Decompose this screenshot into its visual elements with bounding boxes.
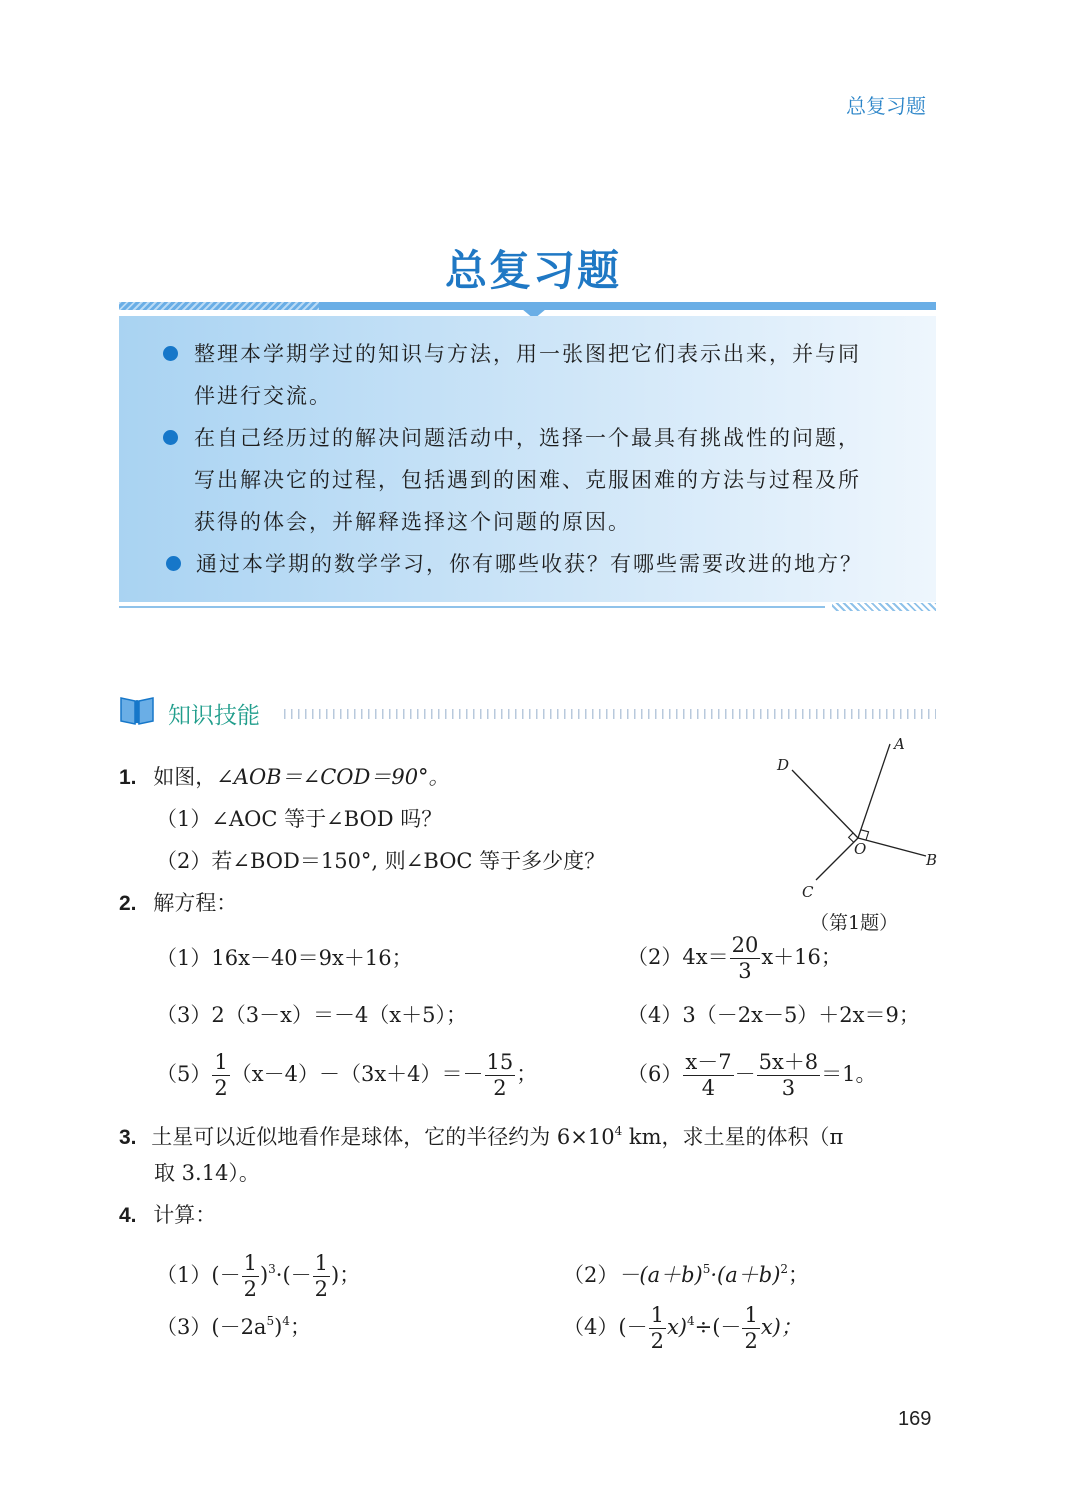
question-1-part-1: （1）∠AOC 等于∠BOD 吗？ [156, 807, 443, 831]
fraction: $\frac{1}{2}$ [214, 1050, 228, 1100]
fraction: $\frac{1}{2}$ [650, 1303, 664, 1353]
question-1: 1. 如图，∠AOB＝∠COD＝90°。 [119, 765, 450, 789]
fraction: $\frac{1}{2}$ [314, 1251, 329, 1301]
intro-hatch-decoration [119, 302, 319, 310]
question-2-part-2: （2）4x＝ $\frac{20}{3}$ x＋16； [627, 933, 842, 983]
question-2-part-1: （1）16x－40＝9x＋16； [156, 946, 413, 970]
angle-figure [770, 730, 950, 905]
intro-item-1-line1: 整理本学期学过的知识与方法，用一张图把它们表示出来，并与同 [194, 342, 861, 366]
label-a: A [894, 735, 905, 753]
question-2-part-3: （3）2（3－x）＝－4（x＋5）； [156, 1003, 468, 1027]
fraction: $\frac{20}{3}$ [731, 933, 759, 983]
section-title: 知识技能 [168, 703, 260, 729]
intro-item-3-line1: 通过本学期的数学学习，你有哪些收获？有哪些需要改进的地方？ [196, 552, 863, 576]
question-number: 4. [119, 1204, 137, 1227]
label-b: B [926, 851, 938, 869]
figure-caption: （第1题） [810, 912, 899, 934]
intro-bottom-line [119, 606, 825, 608]
label-d: D [777, 756, 790, 774]
intro-item-2-line3: 获得的体会，并解释选择这个问题的原因。 [194, 510, 631, 534]
intro-item-1-line2: 伴进行交流。 [194, 384, 332, 408]
intro-item-2-line2: 写出解决它的过程，包括遇到的困难、克服困难的方法与过程及所 [194, 468, 861, 492]
question-4-part-2: $(2)-(a+b)^5\cdot(a+b)^2$； [563, 1262, 810, 1287]
page-number: 169 [898, 1408, 932, 1430]
label-c: C [802, 883, 814, 901]
fraction: $\frac{1}{2}$ [744, 1303, 758, 1353]
question-3-line-2: 取 3.14）。 [154, 1161, 260, 1185]
label-o: O [854, 840, 867, 858]
header-title: 总复习题 [846, 94, 926, 118]
question-number: 2. [119, 892, 137, 915]
bullet-icon [163, 346, 178, 361]
intro-hatch-decoration-right [832, 603, 936, 611]
bullet-icon [166, 556, 181, 571]
fraction: $\frac{1}{2}$ [243, 1251, 257, 1301]
question-2-part-4: （4）3（－2x－5）＋2x＝9； [627, 1003, 920, 1027]
question-4-part-4: （4）(－ $\frac{1}{2}$ x)$^4$÷(－ $\frac{1}{2}$ x)； [563, 1303, 802, 1353]
page-title: 总复习题 [444, 246, 621, 295]
fraction: $\frac{x-7}{4}$ [685, 1050, 732, 1100]
book-icon [119, 694, 155, 726]
question-4: 4. 计算： [119, 1203, 217, 1227]
question-2-part-6: （6） $\frac{x-7}{4}$ － $\frac{5x+8}{3}$ ＝1。 [627, 1050, 877, 1100]
question-2-part-5: （5） $\frac{1}{2}$ （x－4）－（3x＋4）＝－ $\frac{15}{2}$ ； [156, 1050, 538, 1100]
question-4-part-1: （1）(－ $\frac{1}{2}$ )$^3$·(－ $\frac{1}{2}$ )； [156, 1251, 361, 1301]
fraction: $\frac{5x+8}{3}$ [758, 1050, 819, 1100]
question-2: 2. 解方程： [119, 891, 238, 915]
section-divider [284, 709, 936, 719]
fraction: $\frac{15}{2}$ [486, 1050, 514, 1100]
question-4-part-3: $(3)(-2a^5)^4$； [156, 1314, 311, 1339]
question-3: 3. 土星可以近似地看作是球体，它的半径约为 $6\times 10^4$ km，求土星的体积（π [119, 1124, 844, 1149]
question-number: 3. [119, 1126, 137, 1149]
question-1-part-2: （2）若∠BOD＝150°, 则∠BOC 等于多少度？ [156, 849, 606, 873]
question-number: 1. [119, 766, 137, 789]
bullet-icon [163, 430, 178, 445]
intro-item-2-line1: 在自己经历过的解决问题活动中，选择一个最具有挑战性的问题， [194, 426, 861, 450]
